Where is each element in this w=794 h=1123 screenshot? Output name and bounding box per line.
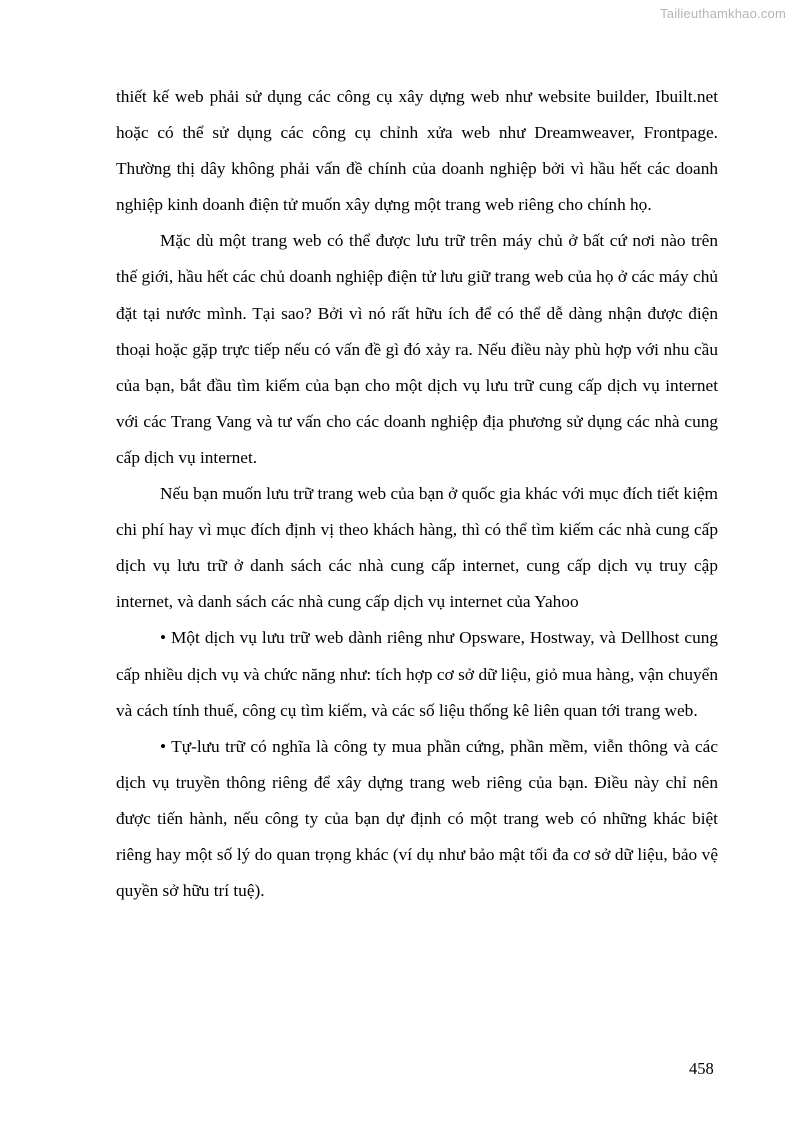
bullet-dedicated-hosting: • Một dịch vụ lưu trữ web dành riêng như Opsware, Hostway, và Dellhost cung cấp nhiều dịch vụ và chức năng như: tích hợp cơ sở dữ liệu, giỏ mua hàng, vận chuyển và cách tính thuế, công cụ tìm kiếm, và các số liệu thống kê liên quan tới trang web. <box>116 628 718 720</box>
page-number: 458 <box>689 1059 714 1078</box>
bullet-self-hosting: • Tự-lưu trữ có nghĩa là công ty mua phần cứng, phần mềm, viễn thông và các dịch vụ truyền thông riêng để xây dựng trang web riêng của bạn. Điều này chỉ nên được tiến hành, nếu công ty của bạn dự định có một trang web có những khác biệt riêng hay một số lý do quan trọng khác (ví dụ như bảo mật tối đa cơ sở dữ liệu, bảo vệ quyền sở hữu trí tuệ). <box>116 736 718 901</box>
watermark-text: Tailieuthamkhao.com <box>660 6 786 21</box>
paragraph-foreign-hosting: Nếu bạn muốn lưu trữ trang web của bạn ở quốc gia khác với mục đích tiết kiệm chi phí hay vì mục đích định vị theo khách hàng, thì có thể tìm kiếm các nhà cung cấp dịch vụ lưu trữ ở danh sách các nhà cung cấp internet, cung cấp dịch vụ truy cập internet, và danh sách các nhà cung cấp dịch vụ internet của Yahoo <box>116 484 718 612</box>
document-body <box>116 79 718 909</box>
paragraph-hosting-location: Mặc dù một trang web có thể được lưu trữ trên máy chủ ở bất cứ nơi nào trên thế giới, hầu hết các chủ doanh nghiệp điện tử lưu giữ trang web của họ ở các máy chủ đặt tại nước mình. Tại sao? Bởi vì nó rất hữu ích để có thể dễ dàng nhận được điện thoại hoặc gặp trực tiếp nếu có vấn đề gì đó xảy ra. Nếu điều này phù hợp với nhu cầu của bạn, bắt đầu tìm kiếm của bạn cho một dịch vụ lưu trữ cung cấp dịch vụ internet với các Trang Vang và tư vấn cho các doanh nghiệp địa phương sử dụng các nhà cung cấp dịch vụ internet. <box>116 231 718 467</box>
paragraph-continuation: thiết kế web phải sử dụng các công cụ xây dựng web như website builder, Ibuilt.net hoặc có thể sử dụng các công cụ chỉnh xửa web như Dreamweaver, Frontpage. Thường thị dây không phải vấn đề chính của doanh nghiệp bởi vì hầu hết các doanh nghiệp kinh doanh điện tử muốn xây dựng một trang web riêng cho chính họ. <box>116 87 718 215</box>
